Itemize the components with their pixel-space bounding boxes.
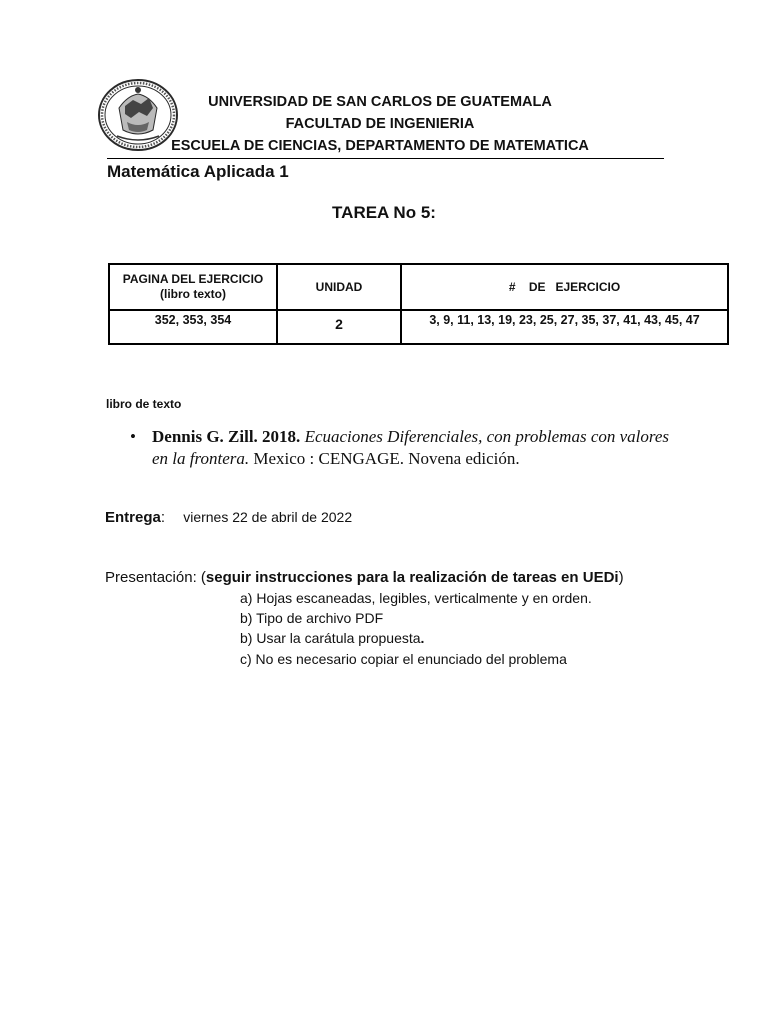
textbook-label: libro de texto: [106, 397, 182, 411]
presentation-label: Presentación: [105, 569, 193, 586]
bullet-icon: •: [130, 427, 136, 446]
exercise-table: [108, 263, 729, 345]
textbook-author: Dennis G. Zill. 2018.: [152, 427, 301, 446]
cell-exercises: 3, 9, 11, 13, 19, 23, 25, 27, 35, 37, 41, 43, 45, 47: [401, 310, 728, 344]
university-name: UNIVERSIDAD DE SAN CARLOS DE GUATEMALA: [208, 94, 552, 110]
instruction-item: a) Hojas escaneadas, legibles, verticalmente y en orden.: [240, 590, 592, 606]
delivery-date: viernes 22 de abril de 2022: [183, 509, 353, 525]
textbook-reference: [152, 426, 672, 470]
assignment-title: TAREA No 5:: [332, 203, 436, 222]
column-header-page: PAGINA DEL EJERCICIO (libro texto): [109, 264, 277, 310]
textbook-title: Ecuaciones Diferenciales, con problemas con valores en la frontera.: [152, 427, 670, 468]
table-row: [109, 310, 728, 344]
header-divider: [107, 158, 664, 159]
textbook-publisher: Mexico : CENGAGE. Novena edición.: [253, 449, 520, 468]
course-title: Matemática Aplicada 1: [107, 162, 289, 181]
delivery-line: [105, 509, 352, 526]
faculty-name: FACULTAD DE INGENIERIA: [285, 116, 475, 132]
table-header-row: [109, 264, 728, 310]
presentation-paren-close: ): [618, 569, 624, 586]
column-header-exercises: # DE EJERCICIO: [401, 264, 728, 310]
presentation-paren-open: : (: [192, 569, 206, 586]
delivery-label: Entrega: [105, 509, 161, 526]
instruction-item: b) Tipo de archivo PDF: [240, 610, 384, 626]
instruction-item: b) Usar la carátula propuesta.: [240, 630, 425, 646]
school-name: ESCUELA DE CIENCIAS, DEPARTAMENTO DE MATEMATICA: [171, 138, 589, 154]
instruction-item: c) No es necesario copiar el enunciado del problema: [240, 651, 567, 667]
cell-pages: 352, 353, 354: [109, 310, 277, 344]
column-header-unit: UNIDAD: [277, 264, 401, 310]
delivery-colon: :: [160, 509, 166, 526]
cell-unit: 2: [277, 310, 401, 344]
presentation-line: [105, 569, 624, 586]
presentation-note: seguir instrucciones para la realización de tareas en UEDi: [205, 569, 619, 586]
